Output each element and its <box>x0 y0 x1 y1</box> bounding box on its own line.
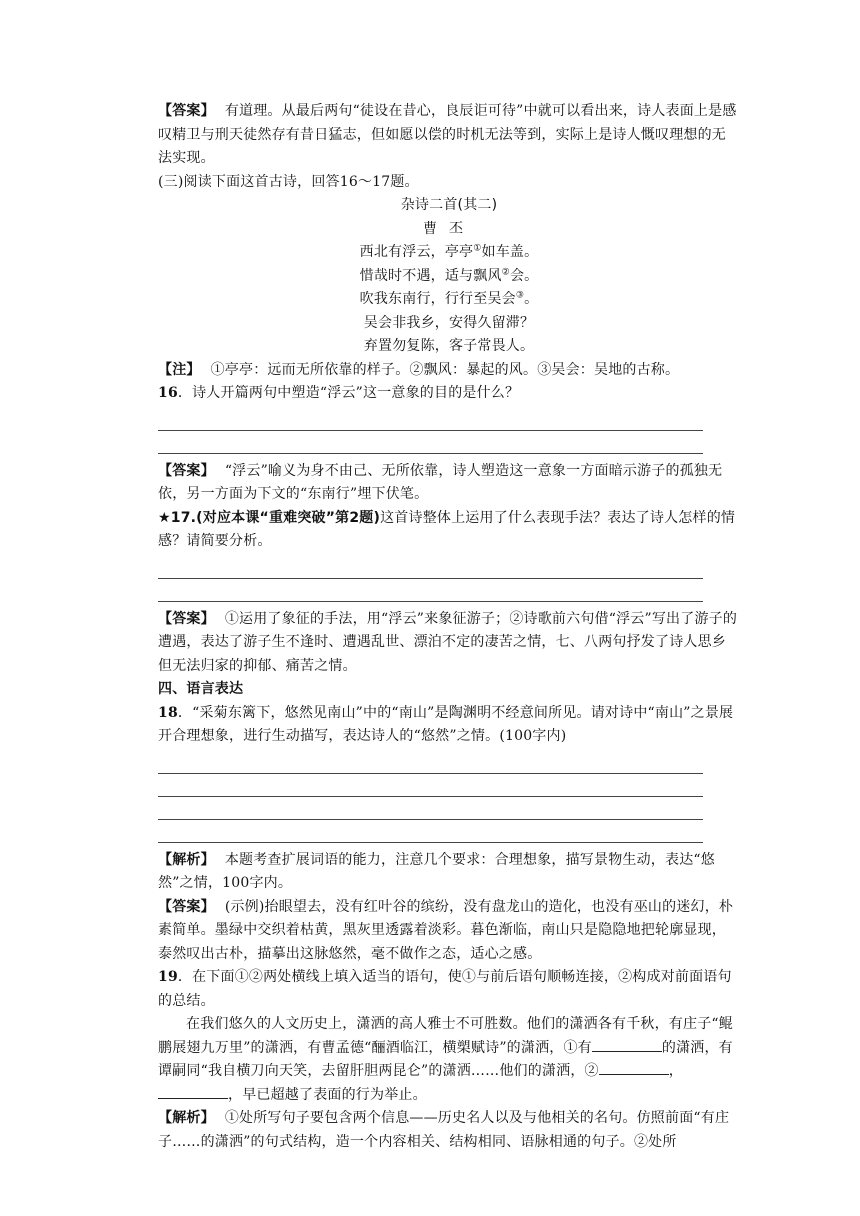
answer-17: 【答案】 ①运用了象征的手法，用“浮云”来象征游子；②诗歌前六句借“浮云”写出了游子的遭遇，表达了游子生不逢时、遭遇乱世、漂泊不定的凄苦之情，七、八两句抒发了诗人思乡但无法归家的抑郁、痛苦之情。 <box>158 610 738 674</box>
answer-line[interactable] <box>158 579 703 602</box>
poem-title: 杂诗二首(其二) <box>400 197 498 213</box>
answer-line[interactable] <box>158 774 703 797</box>
answer-line[interactable] <box>158 431 703 454</box>
note-label: 【注】 <box>158 361 201 378</box>
answer-18: 【答案】 (示例)抬眼望去，没有红叶谷的缤纷，没有盘龙山的造化，也没有巫山的迷幻，朴素简单。墨绿中交织着枯黄，黑灰里透露着淡彩。暮色渐临，南山只是隐隐地把轮廓显现，泰然叹出古朴，描摹出这脉悠然，毫不做作之态，适心之感。 <box>158 898 734 962</box>
answer-label: 【答案】 <box>158 103 215 119</box>
question-16: 16．诗人开篇两句中塑造“浮云”这一意象的目的是什么？ <box>158 385 520 401</box>
question-18: 18．“采菊东篱下，悠然见南山”中的“南山”是陶渊明不经意间所见。请对诗中“南山”之景展开合理想象，进行生动描写，表达诗人的“悠然”之情。(100字内) <box>158 704 734 744</box>
note-text: ①亭亭：远而无所依靠的样子。②飘风：暴起的风。③吴会：吴地的古称。 <box>210 361 680 378</box>
blank-2a[interactable] <box>599 1060 669 1075</box>
answer-line[interactable] <box>158 797 703 820</box>
answer-lines-16 <box>158 408 740 454</box>
answer-line[interactable] <box>158 820 703 843</box>
blank-1[interactable] <box>592 1037 662 1052</box>
poem-line: 吹我东南行，行行至吴会③。 <box>359 290 539 307</box>
passage-19: 在我们悠久的人文历史上，潇洒的高人雅士不可胜数。他们的潇洒各有千秋，有庄子“鲲鹏展翅九万里”的潇洒，有曹孟德“酾酒临江，横槊赋诗”的潇洒，①有 的潇洒，有谭嗣同“我自横刀向天笑，去留肝胆两昆仑”的潇洒……他们的潇洒，② ，，早已超越了表面的行为举止。 <box>158 1016 733 1103</box>
answer-lines-18 <box>158 751 740 843</box>
poem-note <box>158 359 740 383</box>
poem-line: 惜哉时不遇，适与飘风②会。 <box>359 266 539 284</box>
analysis-18: 【解析】 本题考查扩展词语的能力，注意几个要求：合理想象，描写景物生动，表达“悠然”之情，100字内。 <box>158 851 715 891</box>
question-17: ★17.(对应本课“重难突破”第2题)这首诗整体上运用了什么表现手法？表达了诗人怎样的情感？请简要分析。 <box>158 509 736 549</box>
content-column <box>158 100 740 1154</box>
answer-prev <box>158 100 740 171</box>
answer-lines-17 <box>158 556 740 602</box>
blank-2b[interactable] <box>158 1084 228 1099</box>
answer-line[interactable] <box>158 751 703 774</box>
section3-intro: (三)阅读下面这首古诗，回答16～17题。 <box>158 173 419 190</box>
poem-line: 西北有浮云，亭亭①如车盖。 <box>359 243 539 260</box>
analysis-19: 【解析】 ①处所写句子要包含两个信息——历史名人以及与他相关的名句。仿照前面“有庄子……的潇洒”的句式结构，造一个内容相关、结构相同、语脉相通的句子。②处所 <box>158 1110 730 1150</box>
answer-line[interactable] <box>158 408 703 431</box>
question-19: 19．在下面①②两处横线上填入适当的语句，使①与前后语句顺畅连接，②构成对前面语句的总结。 <box>158 969 732 1009</box>
poem-line: 吴会非我乡，安得久留滞？ <box>363 314 535 331</box>
answer-16: 【答案】 “浮云”喻义为身不由己、无所依靠，诗人塑造这一意象一方面暗示游子的孤独无依，另一方面为下文的“东南行”埋下伏笔。 <box>158 462 723 502</box>
poem-author: 曹丕 <box>423 220 475 237</box>
answer-text: 有道理。从最后两句“徒设在昔心，良辰讵可待”中就可以看出来，诗人表面上是感叹精卫与刑天徒然存有昔日猛志，但如愿以偿的时机无法等到，实际上是诗人慨叹理想的无法实现。 <box>158 103 737 166</box>
section4-title: 四、语言表达 <box>158 681 244 697</box>
answer-line[interactable] <box>158 556 703 579</box>
poem-line: 弃置勿复陈，客子常畏人。 <box>363 338 535 354</box>
